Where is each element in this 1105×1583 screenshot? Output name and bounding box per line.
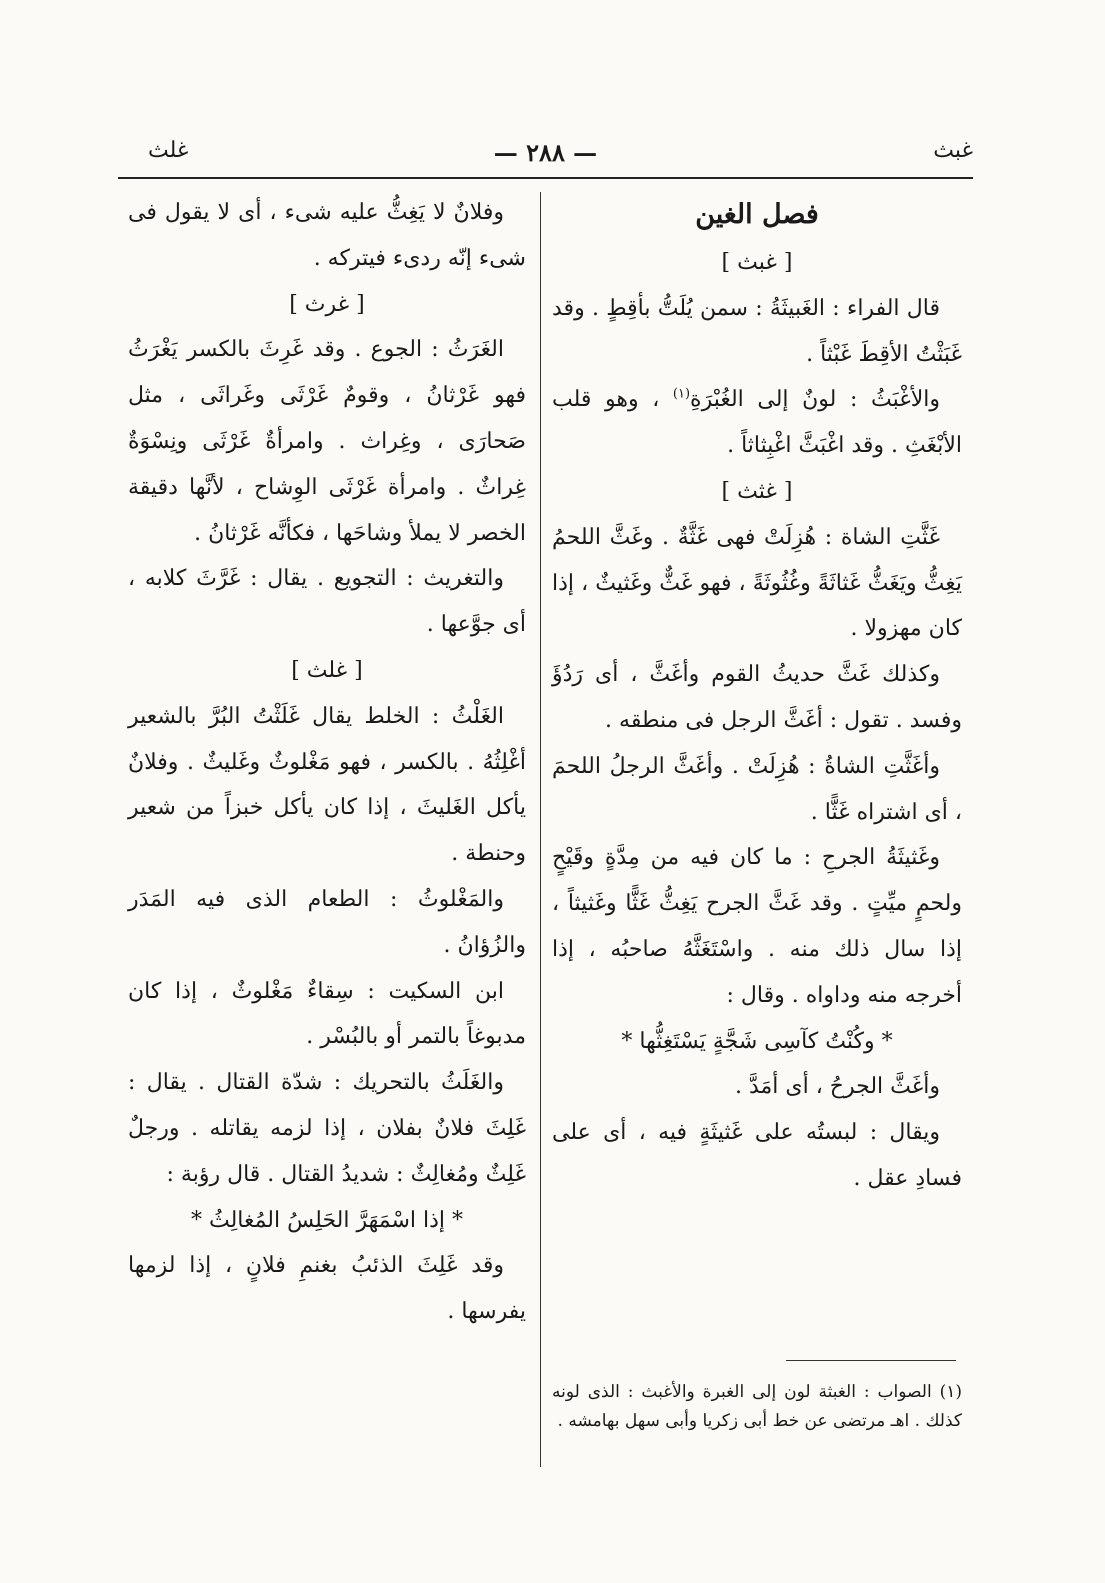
entry-paragraph: وفلانٌ لا يَغِثُّ عليه شىء ، أى لا يقول فى شىء إنّه ردىء فيتركه .: [128, 200, 526, 271]
root-heading: [ غلث ]: [291, 657, 363, 683]
footnote: (١) الصواب : الغبثة لون إلى الغبرة والأغبث : الذى لونه كذلك . اهـ مرتضى عن خط أبى زكريا وأبى سهل بهامشه .: [552, 1382, 962, 1431]
entry-paragraph: الغَرَثُ : الجوع . وقد غَرِثَ بالكسر يَغْرَثُ فهو غَرْثانُ ، وقومٌ غَرْثَى وغَراثَى ، مثل صَحارَى ، وغِراث . وامرأةٌ غَرْثَى ونِسْوَةٌ غِراثٌ . وامرأة غَرْثَى الوِشاح ، لأنَّها دقيقة الخصر لا يملأ وشاحَها ، فكأنَّه غَرْثانُ .: [128, 337, 526, 546]
entry-paragraph: وقد غَلِثَ الذئبُ بغنمِ فلانٍ ، إذا لزمها يفرسها .: [128, 1253, 526, 1325]
right-column: [552, 190, 962, 1202]
entry-paragraph: وكذلك غَثَّ حديثُ القوم وأغَثَّ ، أى رَدُؤَ وفسد . تقول : أغَثَّ الرجل فى منطقه .: [552, 662, 962, 733]
entry-paragraph: غَثَّتِ الشاة : هُزِلَتْ فهى غَثَّةٌ . وغَثَّ اللحمُ يَغِثُّ ويَغَثُّ غَثاثَةً وغُثُوثَةً ، فهو غَثٌّ وغَثيثٌ ، إذا كان مهزولا .: [552, 524, 962, 642]
footnote-rule: [786, 1360, 956, 1361]
entry-paragraph: ابن السكيت : سِقاءٌ مَغْلوثٌ ، إذا كان مدبوغاً بالتمر أو بالبُسْر .: [128, 978, 526, 1050]
page-number: — ٢٨٨ —: [493, 138, 598, 167]
entry-paragraph: والتغريث : التجويع . يقال : غَرَّثَ كلابه ، أى جوَّعها .: [128, 566, 526, 638]
entry-paragraph: وغَثيثَةُ الجرحِ : ما كان فيه من مِدَّةٍ وقَيْحٍ ولحمٍ ميِّتٍ . وقد غَثَّ الجرح يَغِثُّ غَثًّا وغَثيثاً ، إذا سال ذلك منه . واسْتَغَثَّهُ صاحبُه ، إذا أخرجه منه وداواه . وقال :: [552, 845, 962, 1008]
root-heading: [ غثث ]: [721, 478, 793, 504]
entry-paragraph: الغَلْثُ : الخلط يقال غَلَثْتُ البُرَّ بالشعير أغْلِثُهُ . بالكسر ، فهو مَغْلوثٌ وغَليثٌ . وفلانٌ يأكل الغَليثَ ، إذا كان يأكل خبزاً من شعير وحنطة .: [128, 703, 526, 867]
entry-paragraph: وأغَثَّتِ الشاةُ : هُزِلَتْ . وأغَثَّ الرجلُ اللحمَ ، أى اشتراه غَثًّا .: [552, 753, 962, 825]
header-rule: [118, 177, 973, 179]
header-right-word: غبث: [933, 138, 973, 163]
entry-paragraph: [552, 377, 962, 469]
entry-paragraph: والغَلَثُ بالتحريك : شدّة القتال . يقال : غَلِثَ فلانٌ بفلان ، إذا لزمه يقاتله . ورجلٌ غَلِثٌ ومُغالِثٌ : شديدُ القتال . قال رؤبة :: [128, 1070, 526, 1187]
footnote-marker: (١): [672, 387, 691, 403]
header-left-word: غلث: [148, 138, 189, 163]
page-header: [118, 138, 973, 178]
entry-text: ، وهو قلب الأبْغَثِ . وقد اغْبَثَّ اغْبِثاثاً .: [552, 387, 962, 459]
column-divider: [540, 192, 541, 1467]
section-title: فصل الغين: [695, 199, 819, 230]
entry-paragraph: وأغَثَّ الجرحُ ، أى أمَدَّ .: [734, 1074, 940, 1100]
root-heading: [ غرث ]: [289, 291, 365, 317]
entry-text: والأغْبَثُ : لونٌ إلى الغُبْرَةِ: [690, 387, 940, 413]
root-heading: [ غبث ]: [721, 250, 793, 275]
entry-paragraph: ويقال : لبستُه على غَثيثَةٍ فيه ، أى على فسادِ عقل .: [552, 1120, 962, 1191]
entry-paragraph: قال الفراء : الغَبيثَةُ : سمن يُلَتُّ بأقِطٍ . وقد غَبَثْتُ الأقِطَ غَبْثاً .: [552, 295, 962, 367]
entry-paragraph: والمَغْلوثُ : الطعام الذى فيه المَدَر والزُؤانُ .: [128, 886, 526, 958]
left-column: [128, 190, 526, 1335]
verse-line: * وكُنْتُ كآسِى شَجَّةٍ يَسْتَغِثُّها *: [621, 1028, 893, 1054]
verse-line: * إذا اسْمَهَرَّ الحَلِسُ المُغالِثُ *: [190, 1207, 464, 1233]
